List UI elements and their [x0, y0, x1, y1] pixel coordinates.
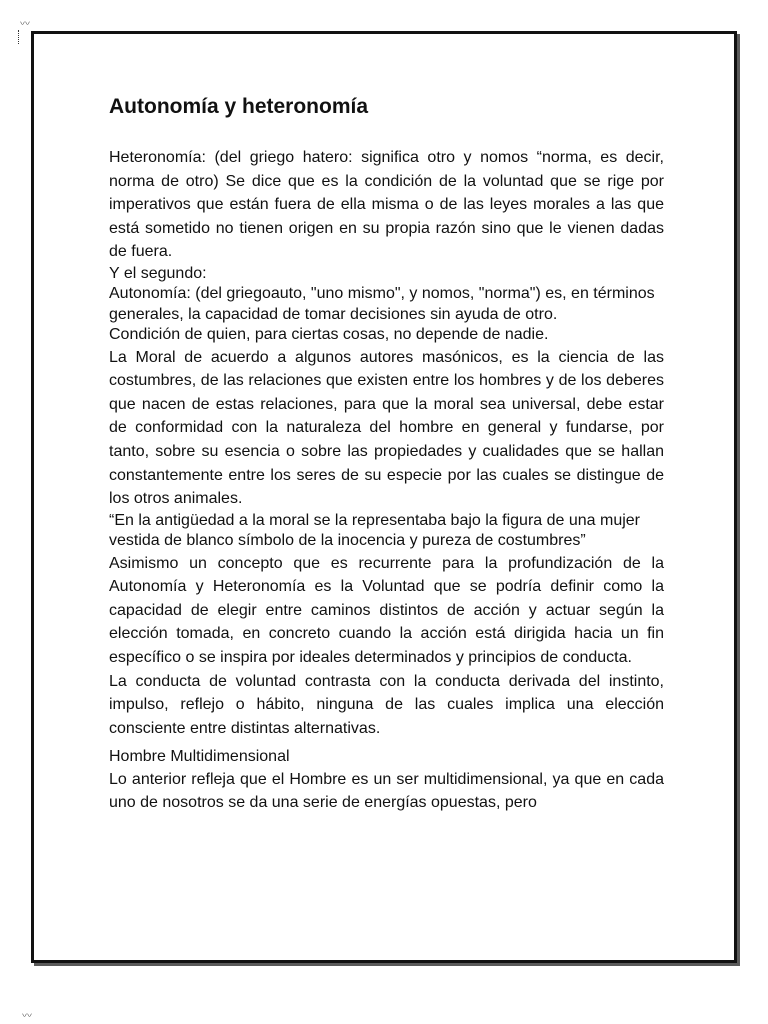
paragraph-y-el-segundo: Y el segundo:: [109, 264, 207, 282]
paragraph-asimismo: Asimismo un concepto que es recurrente para la profundización de la Autonomía y Heteronomía es la Voluntad que se podría definir como la capacidad de elegir entre caminos distintos de acción y actuar según la elección tomada, en concreto cuando la acción está dirigida hacia un fin específico o se inspira por ideales determinados y principios de conducta.: [109, 554, 664, 666]
squiggle-mark-top: 〰: [20, 19, 30, 30]
document-title: Autonomía y heteronomía: [109, 95, 369, 118]
paragraph-condicion: Condición de quien, para ciertas cosas, no depende de nadie.: [109, 326, 549, 344]
paragraph-quote-line-1: “En la antigüedad a la moral se la representaba bajo la figura de una mujer: [109, 511, 640, 529]
paragraph-autonomia: Autonomía: (del griegoauto, "uno mismo", y nomos, "norma") es, en términos generales, la capacidad de tomar decisiones sin ayuda de otro.: [109, 285, 655, 323]
paragraph-conducta: La conducta de voluntad contrasta con la conducta derivada del instinto, impulso, reflejo o hábito, ninguna de las cuales implica una elección consciente entre distintas alternativas.: [109, 672, 664, 737]
paragraph-heteronomia: Heteronomía: (del griego hatero: significa otro y nomos “norma, es decir, norma de otro) Se dice que es la condición de la voluntad que se rige por imperativos que están fuera de ella misma o de las leyes morales a las que está sometido no tienen origen en su propia razón sino que le vienen dadas de fuera.: [109, 149, 664, 261]
paragraph-quote-line-2: vestida de blanco símbolo de la inocencia y pureza de costumbres”: [109, 532, 586, 550]
squiggle-mark-bottom: 〰: [22, 1011, 32, 1022]
page-border-frame: [31, 31, 737, 963]
paragraph-lo-anterior: Lo anterior refleja que el Hombre es un ser multidimensional, ya que en cada uno de nosotros se da una serie de energías opuestas, pero: [109, 770, 664, 812]
section-heading-hombre-multidimensional: Hombre Multidimensional: [109, 748, 290, 766]
document-body: [109, 94, 664, 815]
dotted-margin-mark: [18, 30, 23, 44]
paragraph-la-moral: La Moral de acuerdo a algunos autores masónicos, es la ciencia de las costumbres, de las relaciones que existen entre los hombres y de los deberes que nacen de estas relaciones, para que la moral sea universal, debe estar de conformidad con la naturaleza del hombre en general y fundarse, por tanto, sobre su esencia o sobre las propiedades y cualidades que se hallan constantemente entre los seres de su especie por las cuales se distingue de los otros animales.: [109, 348, 664, 508]
